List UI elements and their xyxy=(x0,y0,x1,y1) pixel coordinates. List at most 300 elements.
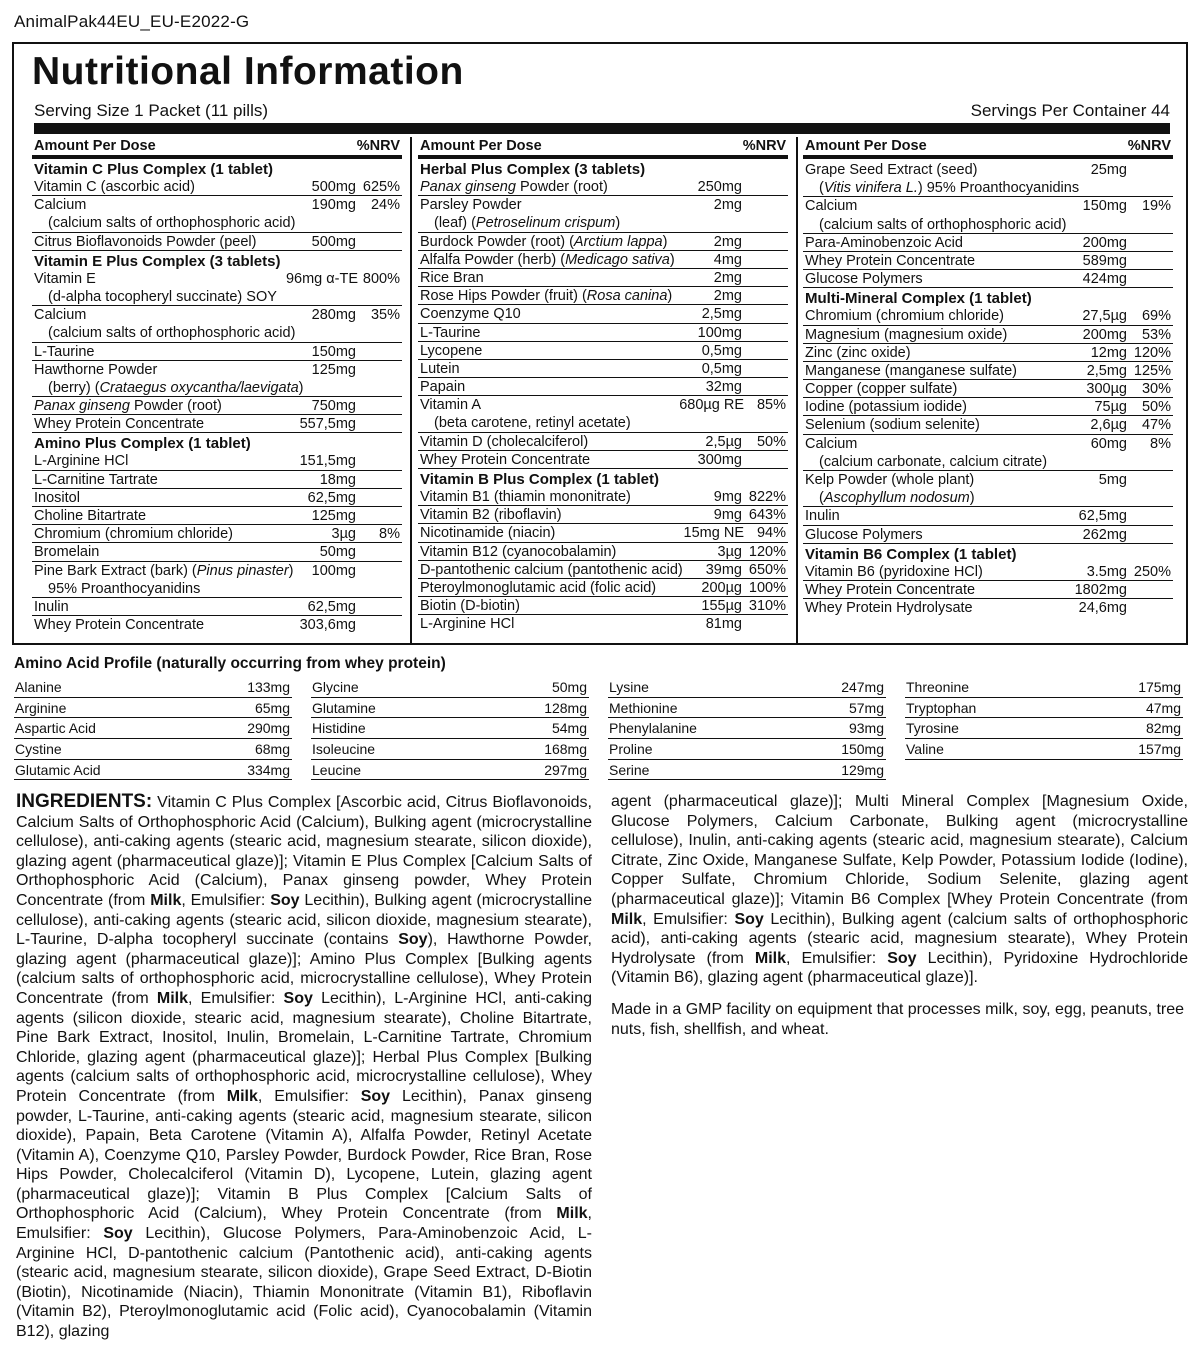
nutrient-amount: 200mg xyxy=(1082,326,1127,343)
amino-row xyxy=(311,718,589,739)
nutrient-name: L-Taurine xyxy=(420,324,481,341)
nutrient-amount: 62,5mg xyxy=(1078,508,1127,525)
nutrient-row xyxy=(32,306,402,324)
nutrient-row xyxy=(32,361,402,379)
nutrient-name: Chromium (chromium chloride) xyxy=(34,526,234,543)
amino-amount: 128mg xyxy=(544,699,587,716)
nutrient-name: L-Carnitine Tartrate xyxy=(34,471,158,488)
nutrient-name: Vitamin B1 (thiamin mononitrate) xyxy=(420,489,631,505)
nutrient-row xyxy=(803,526,1173,544)
amino-amount: 133mg xyxy=(247,679,290,695)
nutrient-row xyxy=(803,581,1173,599)
allergen: Soy xyxy=(398,931,428,949)
nutrient-name: Calcium xyxy=(805,435,858,452)
nutrient-detail: (beta carotene, retinyl acetate) xyxy=(434,415,631,432)
nutrient-amount: 750mg xyxy=(311,398,356,415)
nutrient-detail xyxy=(434,214,620,232)
nutrient-row xyxy=(803,362,1173,380)
nutrient-row xyxy=(418,378,788,396)
nutrient-name: Selenium (sodium selenite) xyxy=(805,417,980,434)
nutrient-amount: 4mg xyxy=(713,251,742,268)
ingredients-right xyxy=(611,792,1188,988)
nutrition-panel xyxy=(12,42,1188,645)
nutrient-row xyxy=(418,615,788,633)
amino-amount: 129mg xyxy=(841,761,884,778)
ingredients-text: , Emulsifier: xyxy=(181,891,271,909)
nutrient-row xyxy=(418,579,788,597)
nutrient-name: Vitamin D (cholecalciferol) xyxy=(420,433,589,450)
section-title: Amino Plus Complex (1 tablet) xyxy=(34,435,251,453)
detail-text: ) xyxy=(615,215,621,232)
allergen: Milk xyxy=(226,1087,258,1105)
ingredients-text: Lecithin), Bulking agent (microcrystalline cellulose), anti-caking agents (stearic acid, silicon dioxide, magnesium stearate), L-Taurine, D-alpha tocopheryl succinate (contains xyxy=(16,891,592,949)
nutrient-row xyxy=(32,598,402,616)
nutrient-name: Bromelain xyxy=(34,544,100,561)
nutrient-row xyxy=(418,324,788,342)
nutrient-row xyxy=(803,234,1173,252)
amino-row xyxy=(608,739,886,760)
allergen: Milk xyxy=(754,949,787,967)
nutrient-row xyxy=(32,343,402,361)
section-title: Vitamin B6 Complex (1 tablet) xyxy=(805,545,1017,563)
amino-amount: 247mg xyxy=(841,679,884,695)
nutrient-amount: 27,5µg xyxy=(1082,308,1127,325)
nutrient-amount: 96mg α-TE xyxy=(285,270,358,287)
nutrient-name: Chromium (chromium chloride) xyxy=(805,308,1005,325)
detail-text: (berry) ( xyxy=(48,379,100,396)
nutrient-amount: 2,5mg xyxy=(701,306,742,323)
nutrient-name: Whey Protein Concentrate xyxy=(805,252,976,269)
nutrient-nrv: 643% xyxy=(748,507,786,524)
amino-name: Tryptophan xyxy=(906,699,977,716)
nutrient-name: Copper (copper sulfate) xyxy=(805,381,958,398)
nutrient-nrv: 120% xyxy=(748,543,786,560)
nutrient-nrv: 125% xyxy=(1133,362,1171,379)
amino-column xyxy=(311,677,589,780)
amino-row xyxy=(311,739,589,760)
ingredients-text: , Emulsifier: xyxy=(642,910,735,928)
nutrient-amount: 50mg xyxy=(319,544,356,561)
nutrient-amount: 557,5mg xyxy=(299,416,356,433)
amino-amount: 47mg xyxy=(1145,699,1181,716)
nutrient-amount: 39mg xyxy=(705,561,742,578)
amino-column xyxy=(608,677,886,780)
nutrient-amount: 62,5mg xyxy=(307,489,356,506)
amino-name: Tyrosine xyxy=(906,720,959,737)
amino-name: Arginine xyxy=(15,699,67,716)
nutrient-subrow xyxy=(32,379,402,397)
amino-name: Aspartic Acid xyxy=(15,720,96,737)
nutrient-subrow xyxy=(803,453,1173,471)
amino-row xyxy=(608,718,886,739)
detail-text: ) 95% Proanthocyanidins xyxy=(917,180,1080,197)
amino-name: Alanine xyxy=(15,679,62,695)
column-header xyxy=(418,137,788,159)
nutrient-row xyxy=(803,380,1173,398)
nutrient-name: Vitamin E xyxy=(34,270,96,287)
nutrient-detail: (d-alpha tocopheryl succinate) SOY xyxy=(48,288,277,305)
nutrient-amount: 3µg xyxy=(717,543,742,560)
amino-amount: 57mg xyxy=(848,699,884,716)
nutrient-amount: 200µg xyxy=(701,579,742,596)
name-text: Rose Hips Powder (fruit) ( xyxy=(420,288,587,305)
nutrient-amount: 12mg xyxy=(1090,344,1127,361)
nutrient-nrv: 100% xyxy=(748,579,786,596)
nutrient-column-2 xyxy=(418,137,788,634)
ingredients-text: agent (pharmaceutical glaze)]; Multi Mineral Complex [Magnesium Oxide, Glucose Polymers, Calcium Carbonate, Bulking agent (microcrystalline cellulose), Inulin, anti-caking agents (stearic acid, magnesium stearate), Calcium Citrate, Zinc Oxide, Manganese Sulfate, Kelp Powder, Potassium Iodide (Iodine), Copper Sulfate, Chromium Chloride, Sodium Selenite, glazing agent (pharmaceutical glaze)]; Vitamin B6 Complex [Whey Protein Concentrate (from xyxy=(611,793,1188,908)
nutrient-nrv: 310% xyxy=(748,598,786,615)
nutrient-row xyxy=(418,178,788,196)
nutrient-row xyxy=(32,397,402,415)
nutrient-nrv: 30% xyxy=(1141,381,1171,398)
nutrient-row xyxy=(418,451,788,469)
nutrient-name: Vitamin C (ascorbic acid) xyxy=(34,179,195,195)
amino-name: Glutamic Acid xyxy=(15,761,101,778)
nutrient-amount: 424mg xyxy=(1082,271,1127,288)
amino-name: Lysine xyxy=(609,679,649,695)
nutrient-row xyxy=(803,161,1173,179)
nutrient-name: Zinc (zinc oxide) xyxy=(805,344,911,361)
nutrient-amount: 155µg xyxy=(701,598,742,615)
name-text: ) xyxy=(288,562,294,579)
amino-amount: 54mg xyxy=(551,720,587,737)
nutrient-nrv: 47% xyxy=(1141,417,1171,434)
serving-size: Serving Size 1 Packet (11 pills) xyxy=(34,101,269,120)
nutrient-subrow xyxy=(803,489,1173,507)
nutrient-amount: 24,6mg xyxy=(1078,600,1127,617)
nutrient-row xyxy=(418,233,788,251)
nutrient-nrv: 8% xyxy=(1150,435,1171,452)
name-text: Pine Bark Extract (bark) ( xyxy=(34,562,197,579)
section-title: Vitamin C Plus Complex (1 tablet) xyxy=(34,161,273,178)
amino-name: Threonine xyxy=(906,679,970,695)
nutrient-nrv: 650% xyxy=(748,561,786,578)
nutrient-row xyxy=(803,398,1173,416)
nutrient-row xyxy=(32,452,402,470)
nutrient-name: Citrus Bioflavonoids Powder (peel) xyxy=(34,233,257,250)
nutrient-amount: 18mg xyxy=(319,471,356,488)
nutrient-amount: 303,6mg xyxy=(299,617,356,634)
nutrient-amount: 5mg xyxy=(1098,472,1127,488)
amino-amount: 297mg xyxy=(544,761,587,778)
nutrient-amount: 151,5mg xyxy=(299,453,356,470)
ingredients-text: Lecithin), L-Arginine HCl, anti-caking agents (silicon dioxide, stearic acid, magnesium stearate), Choline Bitartrate, Pine Bark Extract, Inositol, Inulin, Bromelain, L-Carnitine Tartrate, Chromium Chloride, glazing agent (pharmaceutical glaze)]; Herbal Plus Complex [Bulking agents (calcium salts of orthophosphoric acid, microcrystalline cellulose), Whey Protein Concentrate (from xyxy=(16,989,592,1105)
nutrient-detail: (calcium salts of orthophosphoric acid) xyxy=(819,216,1067,233)
nutrient-row xyxy=(418,561,788,579)
amino-amount: 50mg xyxy=(551,679,587,695)
nutrient-name: Vitamin A xyxy=(420,397,481,414)
name-text: ) xyxy=(669,251,675,268)
nutrient-name xyxy=(420,233,667,251)
allergen: Milk xyxy=(156,989,189,1007)
column-divider xyxy=(796,137,798,645)
nutrient-nrv: 69% xyxy=(1141,308,1171,325)
allergen: Soy xyxy=(103,1225,133,1243)
detail-text: (leaf) ( xyxy=(434,215,476,232)
nutrient-nrv: 822% xyxy=(748,489,786,505)
nutrient-row xyxy=(418,305,788,323)
nutrient-name: Papain xyxy=(420,379,466,396)
nutrient-nrv: 94% xyxy=(756,525,786,542)
detail-text: ) xyxy=(969,490,975,507)
nutrient-row xyxy=(418,433,788,451)
nutrient-name: Rice Bran xyxy=(420,269,484,286)
nutrient-amount: 589mg xyxy=(1082,252,1127,269)
latin-name: Petroselinum crispum xyxy=(475,215,616,232)
nutrient-name: L-Arginine HCl xyxy=(34,453,129,470)
detail-text: ( xyxy=(819,180,824,197)
nutrient-name xyxy=(420,287,672,305)
nutrient-row xyxy=(418,269,788,287)
nutrient-column-3 xyxy=(803,137,1173,617)
nutrient-nrv: 50% xyxy=(756,433,786,450)
nutrient-amount: 2,6µg xyxy=(1090,417,1127,434)
nutrient-name: Calcium xyxy=(805,198,858,215)
nutrient-subrow xyxy=(418,214,788,232)
allergen: Soy xyxy=(887,949,917,967)
nutrient-nrv: 250% xyxy=(1133,563,1171,580)
amino-row xyxy=(905,718,1183,739)
allergen: Soy xyxy=(270,891,300,909)
allergen: Soy xyxy=(360,1087,391,1105)
allergen: Soy xyxy=(734,910,764,928)
amino-row xyxy=(311,760,589,781)
nutrient-row xyxy=(803,435,1173,453)
nutrient-amount: 150mg xyxy=(1082,198,1127,215)
amino-name: Glutamine xyxy=(312,699,376,716)
nutrient-name: Calcium xyxy=(34,197,87,214)
nutrient-nrv: 625% xyxy=(362,179,400,195)
nutrient-row xyxy=(418,597,788,615)
nutrient-nrv: 19% xyxy=(1141,198,1171,215)
nutrient-amount: 125mg xyxy=(311,508,356,524)
amino-amount: 175mg xyxy=(1138,679,1181,695)
amino-profile-title: Amino Acid Profile (naturally occurring from whey protein) xyxy=(14,655,446,672)
latin-name: Panax ginseng xyxy=(420,179,516,195)
amino-name: Cystine xyxy=(15,741,62,758)
nutrient-row xyxy=(32,196,402,214)
section-title: Herbal Plus Complex (3 tablets) xyxy=(420,161,646,178)
nutrient-name: Whey Protein Hydrolysate xyxy=(805,600,973,617)
nutrient-nrv: 35% xyxy=(370,307,400,324)
nutrient-row xyxy=(803,326,1173,344)
nutrient-detail: 95% Proanthocyanidins xyxy=(48,580,201,597)
nutrient-subrow xyxy=(418,414,788,432)
nutrient-nrv: 85% xyxy=(756,397,786,414)
nutrient-row xyxy=(32,270,402,288)
nutrient-amount: 500mg xyxy=(311,233,356,250)
nutrient-amount: 2mg xyxy=(713,288,742,305)
servings-per-container: Servings Per Container 44 xyxy=(970,101,1170,120)
name-text: Powder (root) xyxy=(129,398,222,415)
amino-name: Glycine xyxy=(312,679,359,695)
nutrient-name: Whey Protein Concentrate xyxy=(34,416,205,433)
nutrient-name: Vitamin B12 (cyanocobalamin) xyxy=(420,543,617,560)
latin-name: Vitis vinifera L. xyxy=(823,180,918,197)
nutrient-amount: 2mg xyxy=(713,269,742,286)
nutrient-name: Inulin xyxy=(34,598,69,615)
nutrient-detail: (calcium salts of orthophosphoric acid) xyxy=(48,215,296,232)
ingredients-text: , Emulsifier: xyxy=(188,989,284,1007)
amino-name: Phenylalanine xyxy=(609,720,697,737)
latin-name: Arctium lappa xyxy=(573,233,663,250)
section-title: Multi-Mineral Complex (1 tablet) xyxy=(805,290,1032,308)
amino-row xyxy=(905,677,1183,698)
amino-row xyxy=(608,760,886,781)
ingredients-text: , Emulsifier: xyxy=(16,1205,592,1243)
nutrient-name: Nicotinamide (niacin) xyxy=(420,525,556,542)
ingredients-text: Vitamin C Plus Complex [Ascorbic acid, Citrus Bioflavonoids, Calcium Salts of Orthophosphoric Acid (Calcium), Bulking agent (microcrystalline cellulose), anti-caking agents (stearic acid, magnesium stearate, silicon dioxide), glazing agent (pharmaceutical glaze)]; Vitamin E Plus Complex [Calcium Salts of Orthophosphoric Acid (Calcium), Panax ginseng powder, Whey Protein Concentrate (from xyxy=(16,794,592,909)
nutrient-name: L-Taurine xyxy=(34,343,95,360)
amino-amount: 93mg xyxy=(848,720,884,737)
nutrient-nrv: 24% xyxy=(370,197,400,214)
amino-row xyxy=(905,739,1183,760)
amino-amount: 334mg xyxy=(247,761,290,778)
nrv-header: %NRV xyxy=(356,138,400,154)
nutrient-detail xyxy=(48,379,304,397)
nutrient-amount: 125mg xyxy=(311,361,356,378)
nutrient-subrow xyxy=(32,324,402,342)
name-text: ) xyxy=(667,288,673,305)
nutrient-name: Calcium xyxy=(34,307,87,324)
nutrient-amount: 2mg xyxy=(713,197,742,214)
nutrient-row xyxy=(418,524,788,542)
nutrient-column-1 xyxy=(32,137,402,634)
column-header xyxy=(32,137,402,159)
latin-name: Medicago sativa xyxy=(565,251,670,268)
ingredients-left xyxy=(16,792,592,1342)
amino-row xyxy=(14,698,292,719)
amino-row xyxy=(14,718,292,739)
nutrient-detail: (calcium carbonate, calcium citrate) xyxy=(819,453,1048,470)
latin-name: Pinus pinaster xyxy=(196,562,289,579)
nutrient-amount: 100mg xyxy=(697,324,742,341)
nutrient-amount: 262mg xyxy=(1082,526,1127,543)
amino-amount: 82mg xyxy=(1145,720,1181,737)
column-header xyxy=(803,137,1173,159)
detail-text: ( xyxy=(819,490,824,507)
allergen: Milk xyxy=(556,1205,588,1223)
amino-amount: 157mg xyxy=(1138,741,1181,758)
nutrient-row xyxy=(32,616,402,634)
nutrient-amount: 60mg xyxy=(1090,435,1127,452)
nutrient-name: Para-Aminobenzoic Acid xyxy=(805,234,963,251)
ingredients-text: Lecithin), Glucose Polymers, Para-Aminobenzoic Acid, L-Arginine HCl, D-pantothenic calcium (Pantothenic acid), anti-caking agents (stearic acid, magnesium stearate, silicon dioxide), Grape Seed Extract, D-Biotin (Biotin), Nicotinamide (Niacin), Thiamin Mononitrate (Vitamin B1), Riboflavin (Vitamin B2), Pteroylmonoglutamic acid (Folic acid), Cyanocobalamin (Vitamin B12), glazing xyxy=(16,1225,593,1341)
amount-header: Amount Per Dose xyxy=(34,138,156,154)
nutrient-row xyxy=(803,270,1173,288)
latin-name: Panax ginseng xyxy=(34,398,130,415)
nutrient-row xyxy=(803,252,1173,270)
nutrient-amount: 300mg xyxy=(697,451,742,468)
nutrient-name xyxy=(34,397,222,415)
nutrient-amount: 1802mg xyxy=(1074,581,1127,598)
nutrient-row xyxy=(803,563,1173,581)
nutrient-row xyxy=(803,507,1173,525)
nutrient-name: Magnesium (magnesium oxide) xyxy=(805,326,1008,343)
allergen: Milk xyxy=(150,891,182,909)
nutrient-detail xyxy=(819,489,975,507)
nutrient-row xyxy=(32,507,402,525)
nrv-header: %NRV xyxy=(742,138,786,154)
nutrient-row xyxy=(418,342,788,360)
nutrient-name: Whey Protein Concentrate xyxy=(805,581,976,598)
amino-row xyxy=(14,739,292,760)
nutrient-amount: 0,5mg xyxy=(701,360,742,377)
amino-name: Proline xyxy=(609,741,653,758)
nutrient-row xyxy=(803,197,1173,215)
nutrient-amount: 3µg xyxy=(331,526,356,543)
nutrient-detail: (calcium salts of orthophosphoric acid) xyxy=(48,325,296,342)
amino-name: Isoleucine xyxy=(312,741,376,758)
name-text: Burdock Powder (root) ( xyxy=(420,233,574,250)
nutrient-amount: 200mg xyxy=(1082,234,1127,251)
nutrient-amount: 2mg xyxy=(713,233,742,250)
nutrient-row xyxy=(32,525,402,543)
nutrition-title: Nutritional Information xyxy=(32,50,464,93)
nutrient-amount: 300µg xyxy=(1086,381,1127,398)
nutrient-amount: 100mg xyxy=(311,562,356,579)
column-divider xyxy=(410,137,412,645)
amino-amount: 168mg xyxy=(544,741,587,758)
nutrient-amount: 250mg xyxy=(697,179,742,195)
nutrient-subrow xyxy=(32,288,402,306)
allergen: Soy xyxy=(283,989,313,1007)
nutrient-name: Whey Protein Concentrate xyxy=(34,617,205,634)
nutrient-row xyxy=(32,471,402,489)
name-text: Powder (root) xyxy=(515,179,608,195)
amino-name: Methionine xyxy=(609,699,678,716)
nutrient-row xyxy=(803,471,1173,489)
ingredients-text: , Emulsifier: xyxy=(786,949,888,967)
latin-name: Ascophyllum nodosum xyxy=(823,490,970,507)
nutrient-name: Coenzyme Q10 xyxy=(420,306,521,323)
nutrient-amount: 25mg xyxy=(1090,162,1127,178)
section-title: Vitamin B Plus Complex (1 tablet) xyxy=(420,471,659,488)
nutrient-subrow xyxy=(803,179,1173,197)
nutrient-detail xyxy=(819,179,1079,197)
amino-row xyxy=(905,698,1183,719)
nutrient-row xyxy=(418,196,788,214)
nutrient-amount: 32mg xyxy=(705,379,742,396)
nutrient-amount: 0,5mg xyxy=(701,342,742,359)
nutrient-name: Vitamin B6 (pyridoxine HCl) xyxy=(805,563,983,580)
nutrient-row xyxy=(803,599,1173,617)
nutrient-nrv: 8% xyxy=(379,526,400,543)
nutrient-name: D-pantothenic calcium (pantothenic acid) xyxy=(420,561,683,578)
nutrient-name: Kelp Powder (whole plant) xyxy=(805,472,975,488)
amino-column xyxy=(905,677,1183,760)
amino-row xyxy=(608,698,886,719)
facility-statement: Made in a GMP facility on equipment that processes milk, soy, egg, peanuts, tree nuts, fish, shellfish, and wheat. xyxy=(611,1001,1185,1038)
ingredients-text: Lecithin), Panax ginseng powder, L-Taurine, anti-caking agents (stearic acid, magnesium stearate, silicon dioxide), Papain, Beta Carotene (Vitamin A), Alfalfa Powder, Retinyl Acetate (Vitamin A), Coenzyme Q10, Parsley Powder, Burdock Powder, Rice Bran, Rose Hips Powder, Cholecalciferol (Vitamin D), Lycopene, Lutein, glazing agent (pharmaceutical glaze)]; Vitamin B Plus Complex [Calcium Salts of Orthophosphoric Acid (Calcium), Whey Protein Concentrate (from xyxy=(16,1087,592,1223)
nutrient-name: L-Arginine HCl xyxy=(420,616,515,633)
amino-name: Leucine xyxy=(312,761,362,778)
nutrient-amount: 2,5mg xyxy=(1086,362,1127,379)
amino-row xyxy=(608,677,886,698)
nutrient-row xyxy=(803,416,1173,434)
nutrient-amount: 150mg xyxy=(311,343,356,360)
nutrient-subrow xyxy=(803,216,1173,234)
amino-amount: 150mg xyxy=(841,741,884,758)
nutrient-subrow xyxy=(32,580,402,598)
nutrient-row xyxy=(32,543,402,561)
nutrient-name: Choline Bitartrate xyxy=(34,508,147,524)
nutrient-row xyxy=(803,307,1173,325)
latin-name: Crataegus oxycantha/laevigata xyxy=(99,379,299,396)
nutrient-amount: 500mg xyxy=(311,179,356,195)
nutrient-name: Glucose Polymers xyxy=(805,526,923,543)
section-title: Vitamin E Plus Complex (3 tablets) xyxy=(34,252,281,270)
